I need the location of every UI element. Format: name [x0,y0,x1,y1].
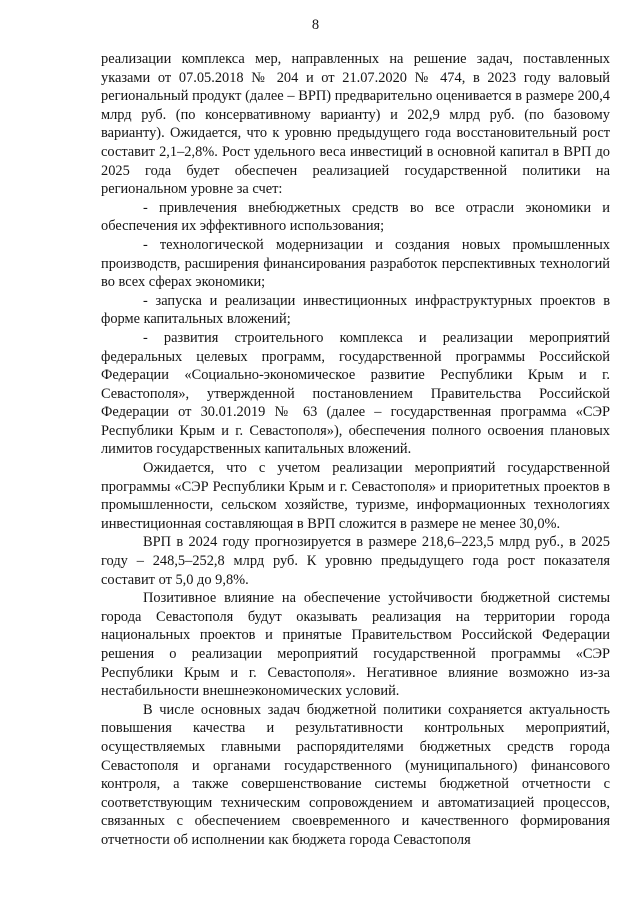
list-item-construction-complex: - развития строительного комплекса и реализации мероприятий федеральных целевых программ, государственной программы Российской Федерации «Социально-экономическое развитие Республики Крым и г. Севастополя», утвержденной постановлением Правительства Российской Федерации от 30.01.2019 № 63 (далее – государственная программа «СЭР Республики Крым и г. Севастополя»), обеспечения полного освоения плановых лимитов государственных капитальных вложений. [101,329,610,458]
paragraph-investment-share: Ожидается, что с учетом реализации мероприятий государственной программы «СЭР Республики Крым и г. Севастополя» и приоритетных проектов в промышленности, сельском хозяйстве, туризме, информационных технологиях инвестиционная составляющая в ВРП сложится в размере не менее 30,0%. [101,460,610,532]
page-number: 8 [311,17,320,33]
document-body [101,50,610,850]
paragraph-grp-2024-2025: ВРП в 2024 году прогнозируется в размере 218,6–223,5 млрд руб., в 2025 году – 248,5–252,8 млрд руб. К уровню предыдущего года рост показателя составит от 5,0 до 9,8%. [101,534,610,588]
list-item-technological-modernization: - технологической модернизации и создания новых промышленных производств, расширения финансирования разработок перспективных технологий во всех сферах экономики; [101,236,610,291]
list-item-infrastructure-projects: - запуска и реализации инвестиционных инфраструктурных проектов в форме капитальных вложений; [101,292,610,328]
paragraph-budget-policy-tasks: В числе основных задач бюджетной политики сохраняется актуальность повышения качества и результативности контрольных мероприятий, осуществляемых главными распорядителями бюджетных средств города Севастополя и органами государственного (муниципального) финансового контроля, а также совершенствование системы бюджетной отчетности с соответствующим техническим сопровождением и автоматизацией процессов, связанных с обеспечением своевременного и качественного формирования отчетности об исполнении как бюджета города Севастополя [101,701,610,848]
paragraph-grp-forecast: реализации комплекса мер, направленных на решение задач, поставленных указами от 07.05.2018 № 204 и от 21.07.2020 № 474, в 2023 году валовый региональный продукт (далее – ВРП) предварительно оценивается в размере 200,4 млрд руб. (по консервативному варианту) и 202,9 млрд руб. (по базовому варианту). Ожидается, что к уровню предыдущего года восстановительный рост составит 2,1–2,8%. Рост удельного веса инвестиций в основной капитал в ВРП до 2025 года будет обеспечен реализацией государственной политики на региональном уровне за счет: [101,51,610,198]
list-item-extrabudgetary-funds: - привлечения внебюджетных средств во все отрасли экономики и обеспечения их эффективного использования; [101,199,610,235]
paragraph-positive-influence: Позитивное влияние на обеспечение устойчивости бюджетной системы города Севастополя будут оказывать реализация на территории города национальных проектов и принятые Правительством Российской Федерации решения о реализации мероприятий государственной программы «СЭР Республики Крым и г. Севастополя». Негативное влияние возможно из-за нестабильности внешнеэкономических условий. [101,590,610,700]
